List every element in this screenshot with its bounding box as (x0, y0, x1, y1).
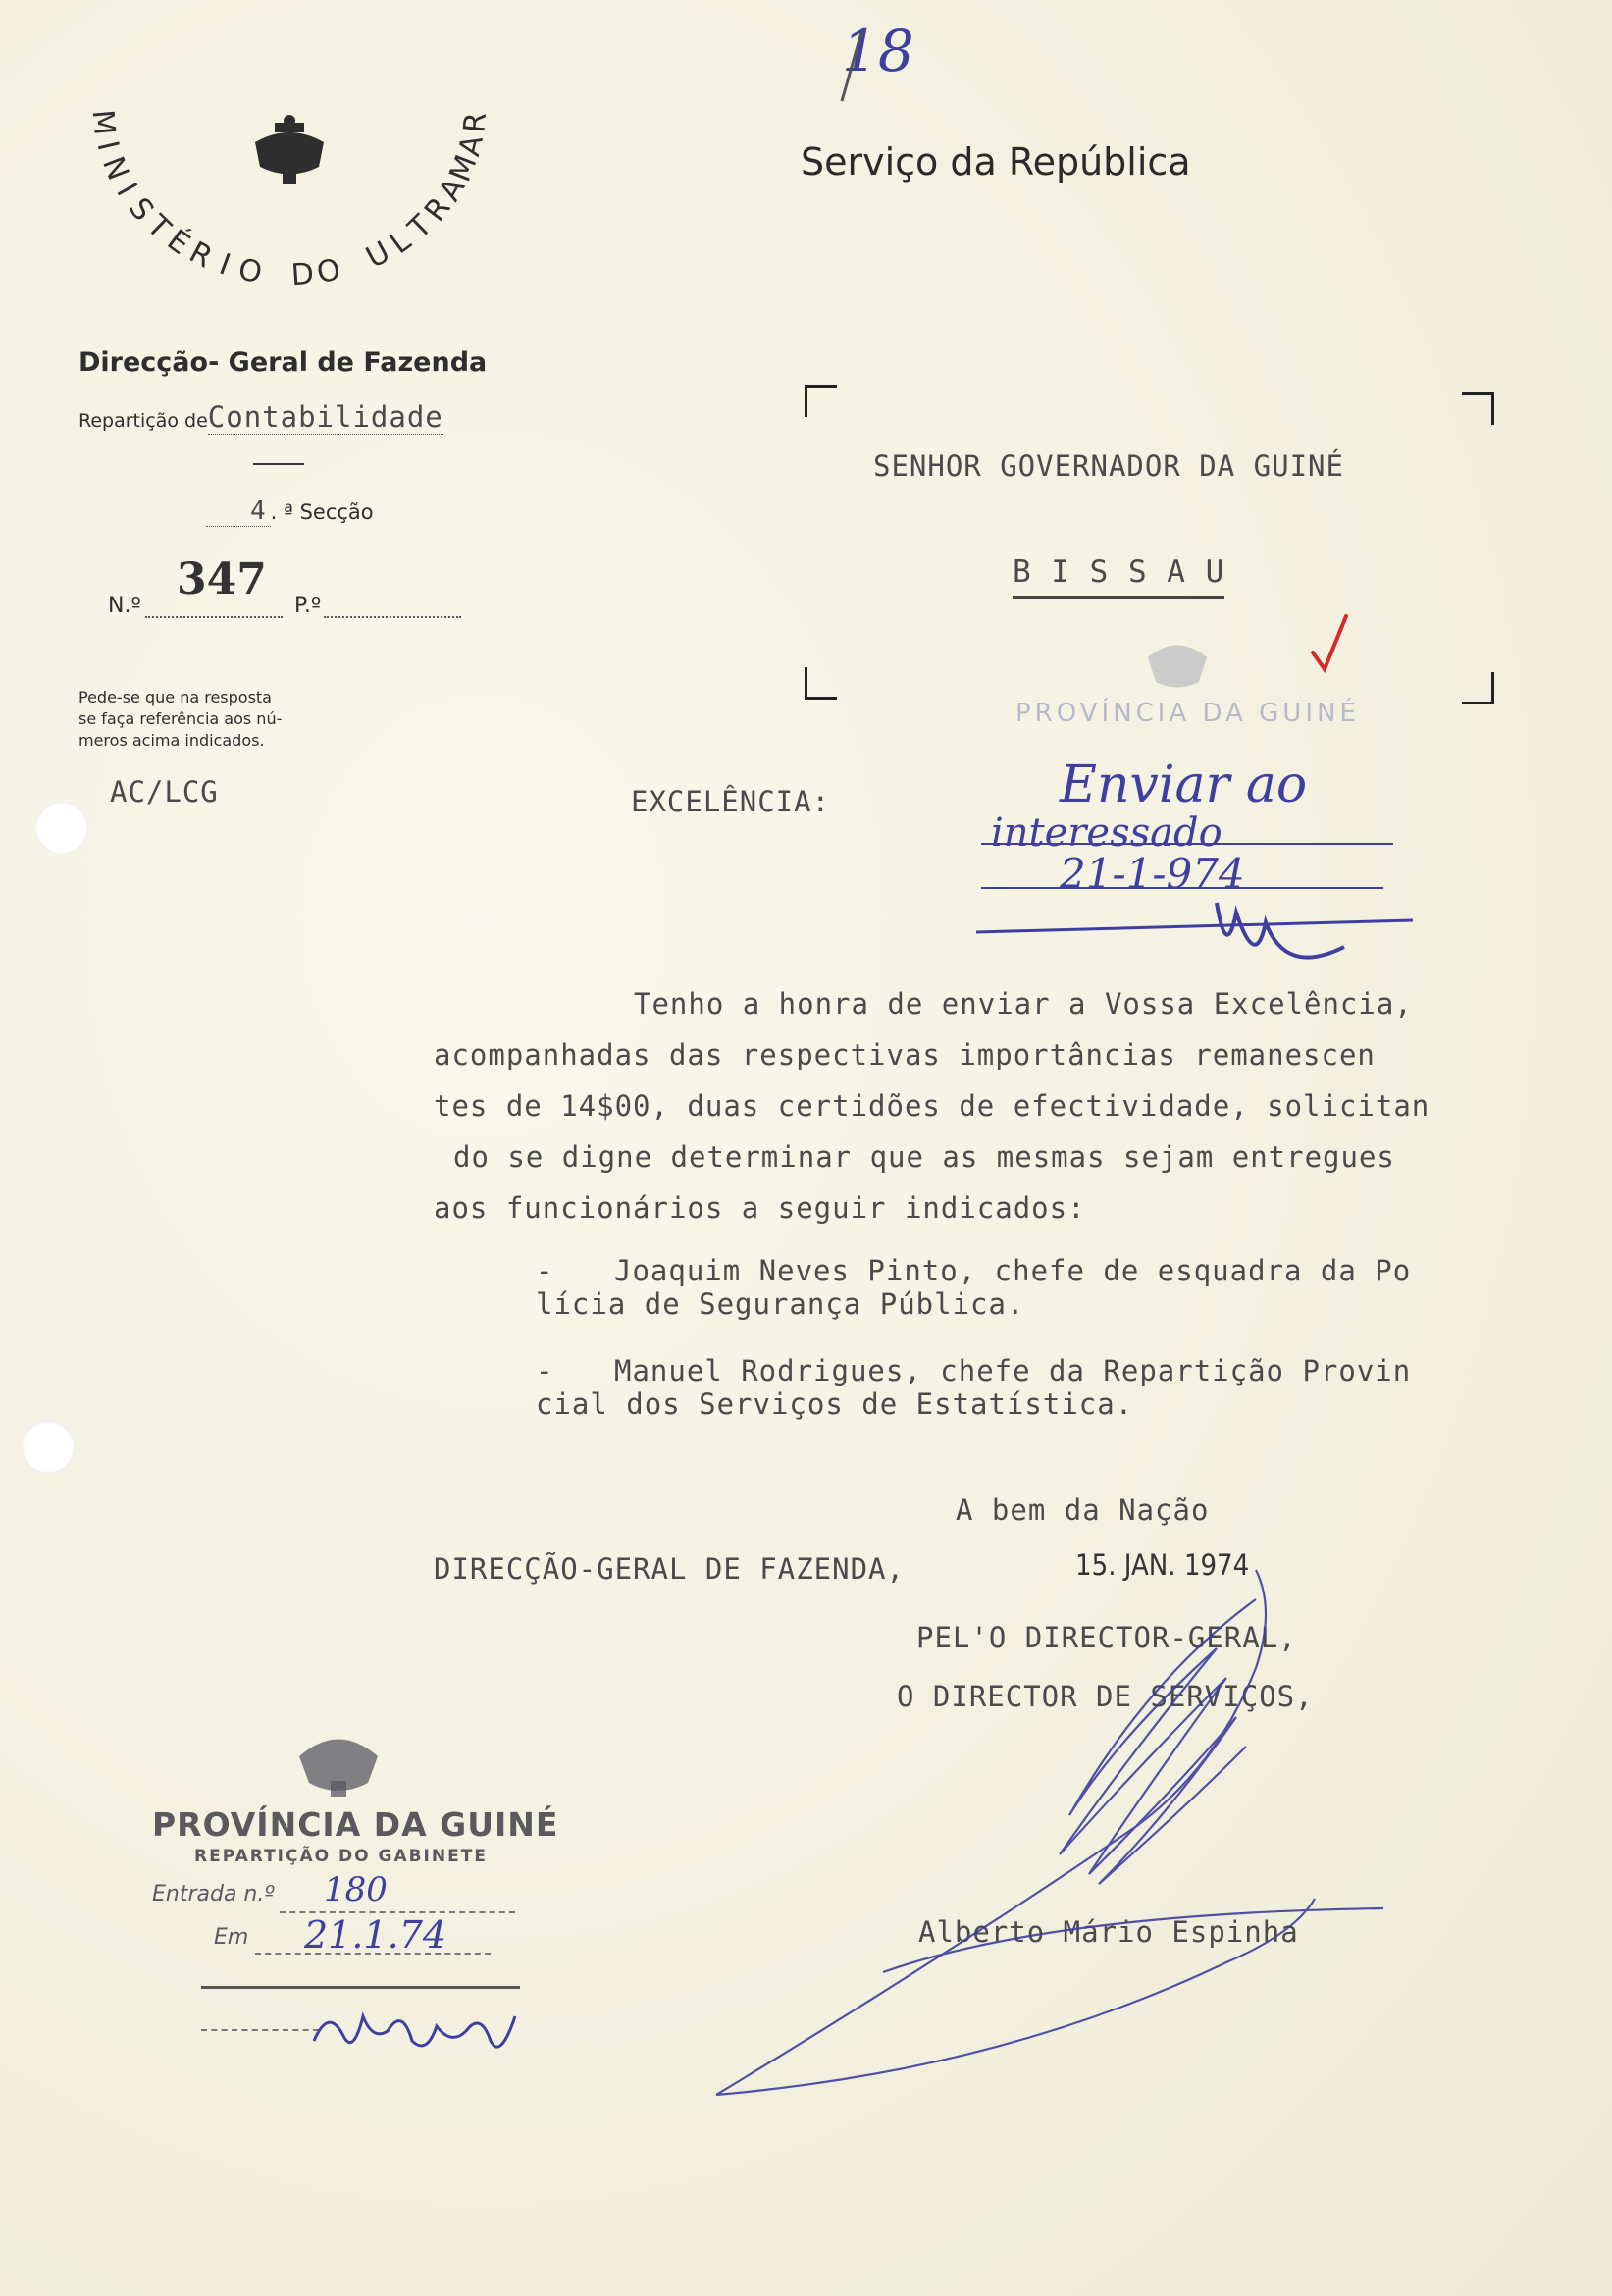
seccao-number: 4 (206, 496, 271, 527)
recipient-line: cial dos Serviços de Estatística. (536, 1387, 1134, 1421)
numero-label: N.º (108, 594, 141, 618)
processo-dotted-line (324, 616, 461, 618)
recipient-line: lícia de Segurança Pública. (536, 1287, 1025, 1321)
ministry-arc-letter: I (89, 137, 126, 154)
addressee-city: B I S S A U (1013, 554, 1224, 599)
recipient-dash: - (536, 1354, 554, 1387)
numero-dotted-line (145, 616, 283, 618)
entrada-value: 180 (324, 1870, 388, 1909)
ministry-arc-letter: O (234, 252, 266, 291)
body-line: Tenho a honra de enviar a Vossa Excelência, (634, 987, 1413, 1020)
recipient-line: Manuel Rodrigues, chefe da Repartição Provin (614, 1354, 1412, 1387)
ministry-arc-letter: M (84, 108, 122, 137)
salutation: EXCELÊNCIA: (631, 785, 831, 818)
entrada-label: Entrada n.º (152, 1882, 275, 1906)
addressee-name: SENHOR GOVERNADOR DA GUINÉ (873, 449, 1344, 483)
body-line: do se digne determinar que as mesmas sejam entregues (453, 1140, 1395, 1174)
despacho-date: 21-1-974 (1060, 850, 1245, 898)
ministry-arc-letter: O (313, 252, 344, 291)
entry-stamp-subtitle: REPARTIÇÃO DO GABINETE (194, 1847, 488, 1866)
em-value: 21.1.74 (304, 1913, 447, 1957)
seccao-line (206, 496, 374, 526)
folio-slash (832, 27, 871, 106)
ministry-arc-letter: M (442, 150, 485, 187)
bracket-top-left (805, 385, 837, 417)
check-mark-icon (1305, 608, 1354, 677)
reference-note-line: Pede-se que na resposta (78, 688, 272, 706)
entry-stamp-crest-icon (289, 1722, 388, 1800)
ministry-arc-letter: I (109, 177, 144, 202)
service-header: Serviço da República (801, 140, 1191, 183)
ministry-arc-letter: L (384, 224, 418, 262)
ministry-arc-letter: U (360, 235, 396, 276)
reference-note (78, 687, 282, 752)
ministry-arc-letter: N (94, 151, 135, 185)
ministry-arc-letter: É (160, 223, 196, 262)
processo-label: P.º (294, 594, 322, 618)
initials: AC/LCG (110, 775, 219, 809)
bracket-bottom-right (1462, 672, 1494, 704)
folio-number: 18 (842, 18, 914, 84)
reparticao-line (78, 400, 443, 434)
reference-note-line: meros acima indicados. (78, 731, 265, 750)
closing-title-line: O DIRECTOR DE SERVIÇOS, (897, 1680, 1314, 1713)
recipient-dash: - (536, 1254, 554, 1287)
ministry-arc-letter: I (214, 247, 235, 283)
body-line: tes de 14$00, duas certidões de efectividade, solicitan (434, 1089, 1430, 1122)
closing-place: DIRECÇÃO-GERAL DE FAZENDA, (434, 1552, 905, 1586)
entry-stamp-title: PROVÍNCIA DA GUINÉ (152, 1805, 559, 1844)
bracket-top-right (1462, 392, 1494, 425)
ministry-arc-letter: A (452, 131, 491, 160)
reference-note-line: se faça referência aos nú- (78, 709, 283, 728)
reparticao-value: Contabilidade (207, 400, 443, 434)
body-line: aos funcionários a seguir indicados: (434, 1191, 1086, 1225)
ministry-arc-letter: D (289, 256, 316, 293)
ministry-arc-letter: S (121, 191, 161, 228)
closing-for-line: PEL'O DIRECTOR-GERAL, (916, 1621, 1297, 1654)
stamp-signature-line (201, 2029, 319, 2031)
ministry-arc-letter: T (401, 208, 440, 246)
ministry-arc-letter: R (457, 110, 494, 134)
faded-crest-icon (1138, 628, 1217, 697)
numero-value: 347 (177, 554, 267, 604)
seccao-label: . ª Secção (270, 500, 374, 524)
ministry-arc-letter: R (418, 190, 458, 229)
recipient-line: Joaquim Neves Pinto, chefe de esquadra da Po (614, 1254, 1412, 1287)
punch-hole-top (35, 802, 88, 855)
short-divider (253, 463, 304, 465)
bracket-bottom-left (805, 667, 837, 700)
directorate-title: Direcção- Geral de Fazenda (78, 347, 488, 378)
received-stamp-text: PROVÍNCIA DA GUINÉ (1015, 699, 1360, 728)
closing-motto: A bem da Nação (956, 1493, 1210, 1527)
despacho-lines (971, 765, 1423, 991)
body-line: acompanhadas das respectivas importâncias remanescen (434, 1038, 1376, 1071)
stamp-initials-scribble (304, 1987, 530, 2065)
punch-hole-bottom (22, 1421, 75, 1474)
ministry-arc-letter: T (139, 208, 178, 246)
em-label: Em (214, 1925, 249, 1950)
ministry-arc-letter: R (183, 235, 219, 276)
despacho-line-1: Enviar ao (1060, 756, 1308, 814)
ministry-arc-letter: A (432, 172, 473, 207)
signatory-name: Alberto Mário Espinha (918, 1915, 1299, 1949)
closing-date: 15. JAN. 1974 (1075, 1548, 1250, 1582)
signature-scribble (706, 1560, 1472, 2110)
despacho-line-2: interessado (991, 810, 1222, 856)
reparticao-label: Repartição de (78, 410, 208, 432)
ministry-arc-text (78, 93, 520, 329)
